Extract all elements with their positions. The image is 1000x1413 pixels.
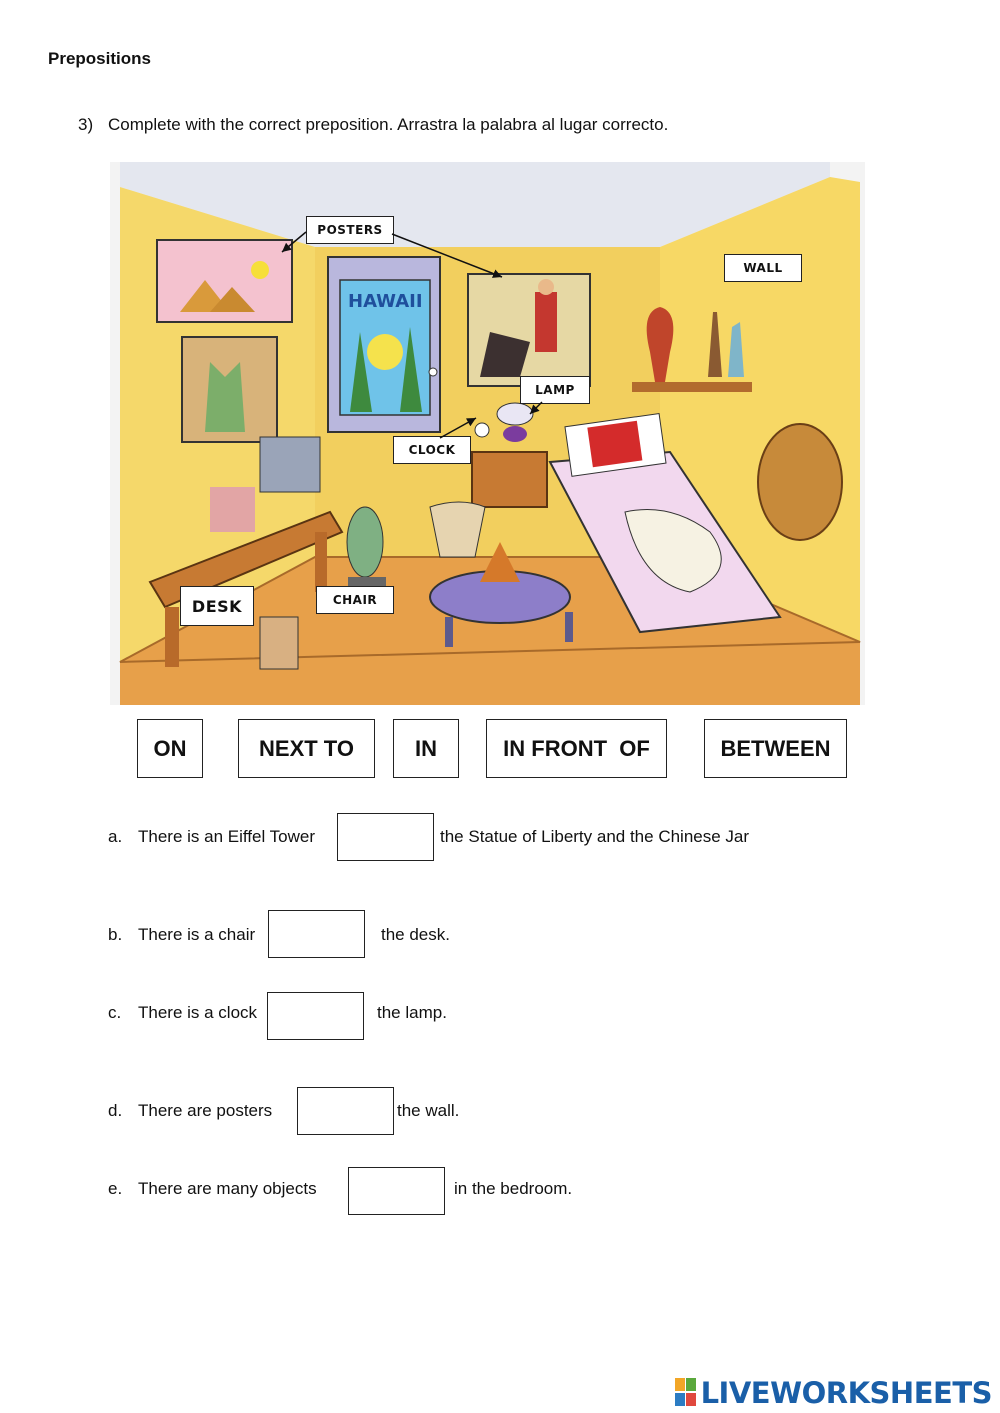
question-text-after: the lamp.: [377, 1003, 447, 1022]
liveworksheets-brand: [675, 1376, 992, 1410]
answer-blank-a[interactable]: [337, 813, 434, 861]
question-c: [108, 1003, 257, 1023]
question-text-after: in the bedroom.: [454, 1179, 573, 1198]
question-text-before: There are many objects: [138, 1179, 317, 1198]
question-b: [108, 925, 255, 945]
question-a: [108, 827, 315, 847]
liveworksheets-logo-icon: [675, 1378, 697, 1408]
question-letter: d.: [108, 1101, 123, 1120]
instruction: [78, 115, 668, 135]
bedroom-illustration: [110, 162, 865, 705]
question-e: [108, 1179, 317, 1199]
drum: [430, 502, 485, 557]
chair: [347, 507, 383, 577]
word-tile-in-front-of[interactable]: IN FRONT OF: [486, 719, 667, 778]
clock: [475, 423, 489, 437]
word-tile-between[interactable]: BETWEEN: [704, 719, 847, 778]
question-letter: a.: [108, 827, 123, 846]
scene-label-wall: WALL: [724, 254, 802, 282]
scene-label-desk: DESK: [180, 586, 254, 626]
question-letter: b.: [108, 925, 123, 944]
scene-label-lamp: LAMP: [520, 376, 590, 404]
shelf: [632, 382, 752, 392]
word-tile-next-to[interactable]: NEXT TO: [238, 719, 375, 778]
scene-label-clock: CLOCK: [393, 436, 471, 464]
word-tile-on[interactable]: ON: [137, 719, 203, 778]
word-tile-in[interactable]: IN: [393, 719, 459, 778]
answer-blank-e[interactable]: [348, 1167, 445, 1215]
lamp: [497, 403, 533, 425]
page-title: Prepositions: [48, 49, 151, 68]
question-letter: c.: [108, 1003, 122, 1022]
door-poster-text: HAWAII: [348, 291, 423, 312]
question-text-after: the Statue of Liberty and the Chinese Jar: [440, 827, 750, 846]
instruction-number: 3): [78, 115, 94, 134]
question-text-before: There are posters: [138, 1101, 273, 1120]
question-text-before: There is a chair: [138, 925, 256, 944]
question-text-before: There is an Eiffel Tower: [138, 827, 316, 846]
question-text-before: There is a clock: [138, 1003, 258, 1022]
question-text-after: the desk.: [381, 925, 450, 944]
scene-label-posters: POSTERS: [306, 216, 394, 244]
question-letter: e.: [108, 1179, 123, 1198]
scene-label-chair: CHAIR: [316, 586, 394, 614]
answer-blank-b[interactable]: [268, 910, 365, 958]
question-d: [108, 1101, 272, 1121]
question-text-after: the wall.: [397, 1101, 460, 1120]
nightstand: [472, 452, 547, 507]
instruction-text: Complete with the correct preposition. Arrastra la palabra al lugar correcto.: [108, 115, 669, 134]
brand-name: LIVEWORKSHEETS: [700, 1376, 992, 1410]
answer-blank-d[interactable]: [297, 1087, 394, 1135]
answer-blank-c[interactable]: [267, 992, 364, 1040]
